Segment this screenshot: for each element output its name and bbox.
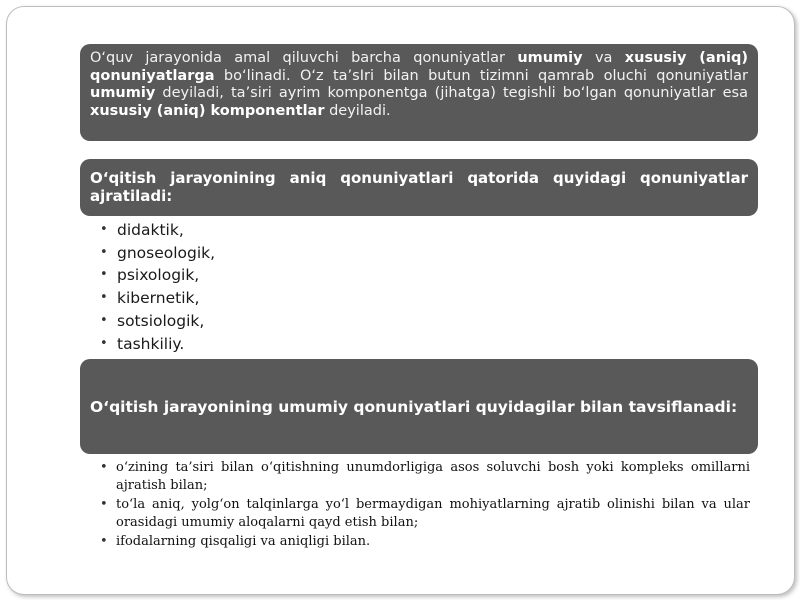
list-item: • sotsiologik, — [100, 310, 215, 333]
list-item: • gnoseologik, — [100, 242, 215, 265]
intro-text-part: bo‘linadi. O‘z ta’sIri bilan butun tizimni qamrab oluchi qonuniyatlar — [214, 67, 748, 84]
general-laws-heading-text: O‘qitish jarayonining umumiy qonuniyatlari quyidagilar bilan tavsiflanadi: — [90, 397, 738, 416]
list-item: • o‘zining ta’siri bilan o‘qitishning unumdorligiga asos soluvchi bosh yoki kompleks omillarni ajratish bilan; — [100, 459, 750, 494]
specific-laws-list — [100, 219, 215, 355]
specific-laws-heading: O‘qitish jarayonining aniq qonuniyatlari qatorida quyidagi qonuniyatlar ajratiladi: — [80, 159, 758, 216]
intro-bold-term: umumiy — [517, 50, 583, 66]
list-item: • didaktik, — [100, 219, 215, 242]
general-laws-list — [100, 459, 750, 553]
list-item: • psixologik, — [100, 264, 215, 287]
general-laws-heading — [80, 359, 758, 454]
intro-text-box — [80, 44, 758, 141]
list-item: • ifodalarning qisqaligi va aniqligi bilan. — [100, 533, 750, 551]
intro-text-part: O‘quv jarayonida amal qiluvchi barcha qonuniyatlar — [90, 50, 518, 66]
intro-bold-term: xususiy (aniq) komponentlar — [90, 102, 325, 119]
intro-text-part: va — [582, 50, 625, 66]
list-item: • to‘la aniq, yolg‘on talqinlarga yo‘l bermaydigan mohiyatlarning ajratib olinishi bilan va ular orasidagi umumiy aloqalarni qayd etish bilan; — [100, 496, 750, 531]
intro-text-part: deyiladi, ta’siri ayrim komponentga (jihatga) tegishli bo‘lgan qonuniyatlar esa — [155, 85, 748, 101]
intro-bold-term: xususiy (aniq) qonuniyatlarga — [90, 50, 748, 84]
list-item: • kibernetik, — [100, 287, 215, 310]
list-item: • tashkiliy. — [100, 333, 215, 356]
intro-bold-term: umumiy — [90, 85, 156, 101]
intro-text-part: deyiladi. — [324, 102, 391, 119]
